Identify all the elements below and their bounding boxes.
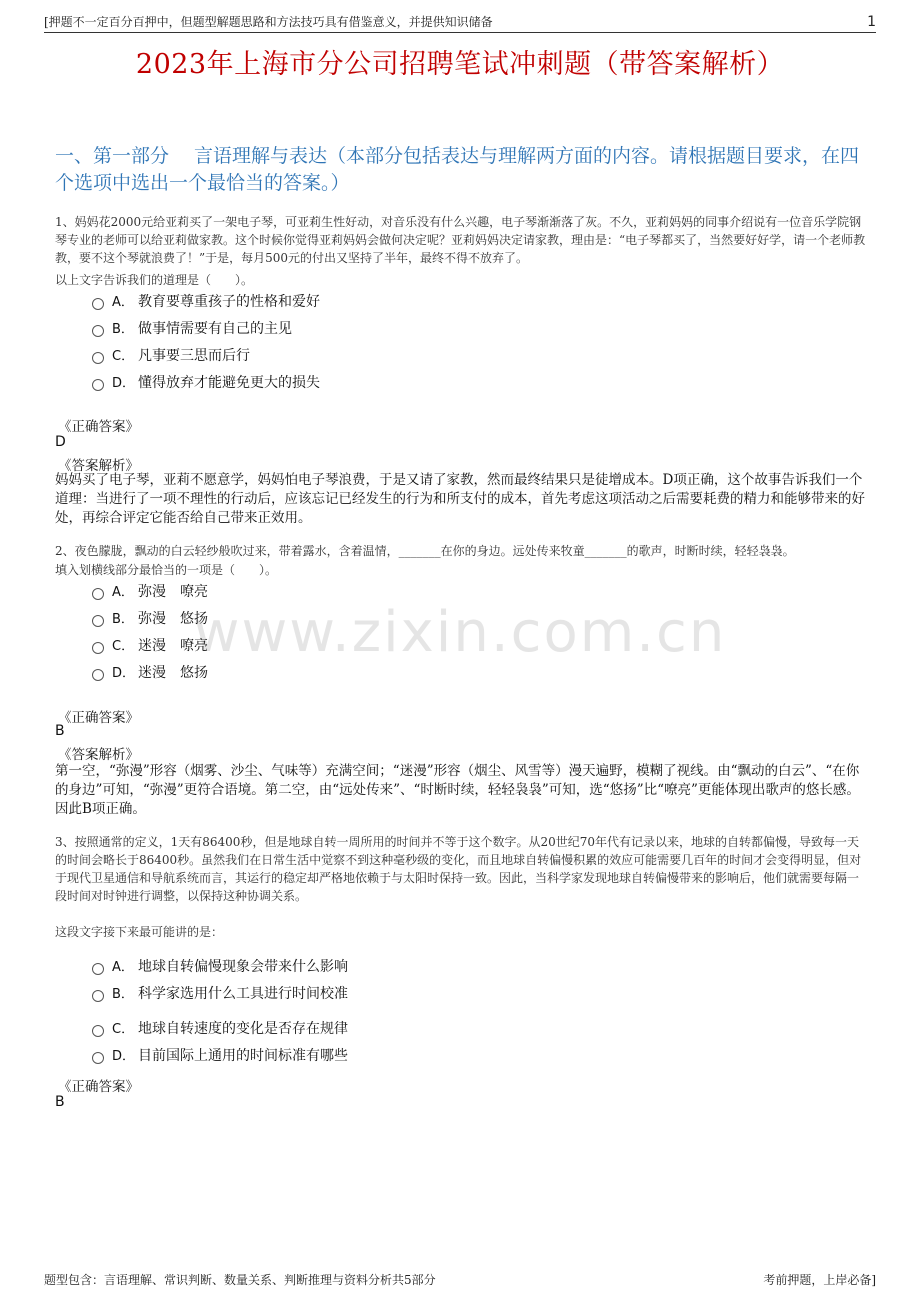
q1-stem: 1、妈妈花2000元给亚莉买了一架电子琴，可亚莉生性好动，对音乐没有什么兴趣，电子琴渐渐落了灰。不久，亚莉妈妈的同事介绍说有一位音乐学院钢琴专业的老师可以给亚莉做家教。这个时候你觉得亚莉妈妈会做何决定呢？亚莉妈妈决定请家教，理由是：“电子琴都买了，当然要好好学，请一个老师教教，要不这个琴就浪费了！”于是，每月500元的付出又坚持了半年，最终不得不放弃了。 (55, 215, 866, 265)
q2-option-c[interactable]: C． 迷漫 嘹亮 (92, 636, 208, 656)
footer-left: 题型包含：言语理解、常识判断、数量关系、判断推理与资料分析共5部分 (44, 1273, 436, 1287)
q3-prompt: 这段文字接下来最可能讲的是： (55, 925, 224, 939)
header-note: [押题不一定百分百押中，但题型解题思路和方法技巧具有借鉴意义，并提供知识储备 (44, 15, 493, 29)
q2-stem: 2、夜色朦胧，飘动的白云轻纱般吹过来，带着露水，含着温情，_______在你的身边。远处传来牧童_______的歌声，时断时续，轻轻袅袅。 (55, 544, 795, 558)
radio-icon[interactable] (92, 325, 104, 337)
radio-icon[interactable] (92, 1025, 104, 1037)
q3-answer-label: 《正确答案》 (58, 1079, 139, 1095)
section-heading: 一、第一部分 言语理解与表达（本部分包括表达与理解两方面的内容。请根据题目要求，在四个选项中选出一个最恰当的答案。） (55, 145, 860, 194)
q2-analysis-label: 《答案解析》 (58, 747, 139, 763)
radio-icon[interactable] (92, 379, 104, 391)
q2-analysis: 第一空，“弥漫”形容（烟雾、沙尘、气味等）充满空间；“迷漫”形容（烟尘、风雪等）漫天遍野，模糊了视线。由“飘动的白云”、“在你的身边”可知，“弥漫”更符合语境。第二空，由“远处传来”、“时断时续，轻轻袅袅”可知，选“悠扬”比“嘹亮”更能体现出歌声的悠长感。因此B项正确。 (55, 763, 860, 817)
radio-icon[interactable] (92, 352, 104, 364)
radio-icon[interactable] (92, 1052, 104, 1064)
watermark: www.zixin.com.cn (193, 600, 727, 665)
q2-option-d[interactable]: D． 迷漫 悠扬 (92, 663, 208, 683)
q2-answer-label: 《正确答案》 (58, 710, 139, 726)
radio-icon[interactable] (92, 588, 104, 600)
radio-icon[interactable] (92, 298, 104, 310)
q1-analysis-label: 《答案解析》 (58, 458, 139, 474)
radio-icon[interactable] (92, 963, 104, 975)
q2-option-b[interactable]: B． 弥漫 悠扬 (92, 609, 208, 629)
page-header (44, 14, 876, 33)
q2-prompt: 填入划横线部分最恰当的一项是（ ）。 (55, 563, 278, 577)
q1-answer-label: 《正确答案》 (58, 419, 139, 435)
q1-option-a[interactable]: A． 教育要尊重孩子的性格和爱好 (92, 292, 320, 312)
radio-icon[interactable] (92, 615, 104, 627)
q3-option-d[interactable]: D． 目前国际上通用的时间标准有哪些 (92, 1046, 348, 1066)
q1-option-c[interactable]: C． 凡事要三思而后行 (92, 346, 250, 366)
document-title: 2023年上海市分公司招聘笔试冲刺题（带答案解析） (135, 49, 785, 80)
q2-answer: B (55, 723, 65, 739)
q2-option-a[interactable]: A． 弥漫 嘹亮 (92, 582, 208, 602)
q1-option-b[interactable]: B． 做事情需要有自己的主见 (92, 319, 292, 339)
q3-option-a[interactable]: A． 地球自转偏慢现象会带来什么影响 (92, 957, 348, 977)
q1-prompt: 以上文字告诉我们的道理是（ ）。 (55, 273, 254, 287)
q3-option-b[interactable]: B． 科学家选用什么工具进行时间校准 (92, 984, 348, 1004)
q3-option-c[interactable]: C． 地球自转速度的变化是否存在规律 (92, 1019, 348, 1039)
footer-right: 考前押题，上岸必备] (763, 1273, 876, 1287)
radio-icon[interactable] (92, 990, 104, 1002)
radio-icon[interactable] (92, 669, 104, 681)
page-number: 1 (867, 14, 876, 30)
q3-stem: 3、按照通常的定义，1天有86400秒，但是地球自转一周所用的时间并不等于这个数字。从20世纪70年代有记录以来，地球的自转都偏慢，导致每一天的时间会略长于86400秒。虽然我们在日常生活中觉察不到这种毫秒级的变化，而且地球自转偏慢积累的效应可能需要几百年的时间才会变得明显，但对于现代卫星通信和导航系统而言，其运行的稳定却严格地依赖于与太阳时保持一致。因此，当科学家发现地球自转偏慢带来的影响后，他们就需要每隔一段时间对时钟进行调整，以保持这种协调关系。 (55, 835, 862, 903)
q1-answer: D (55, 434, 66, 450)
radio-icon[interactable] (92, 642, 104, 654)
q1-option-d[interactable]: D． 懂得放弃才能避免更大的损失 (92, 373, 320, 393)
q1-analysis: 妈妈买了电子琴，亚莉不愿意学，妈妈怕电子琴浪费，于是又请了家教，然而最终结果只是徒增成本。D项正确，这个故事告诉我们一个道理：当进行了一项不理性的行动后，应该忘记已经发生的行为和所支付的成本，首先考虑这项活动之后需要耗费的精力和能够带来的好处，再综合评定它能否给自己带来正效用。 (55, 472, 865, 526)
q3-answer: B (55, 1094, 65, 1110)
